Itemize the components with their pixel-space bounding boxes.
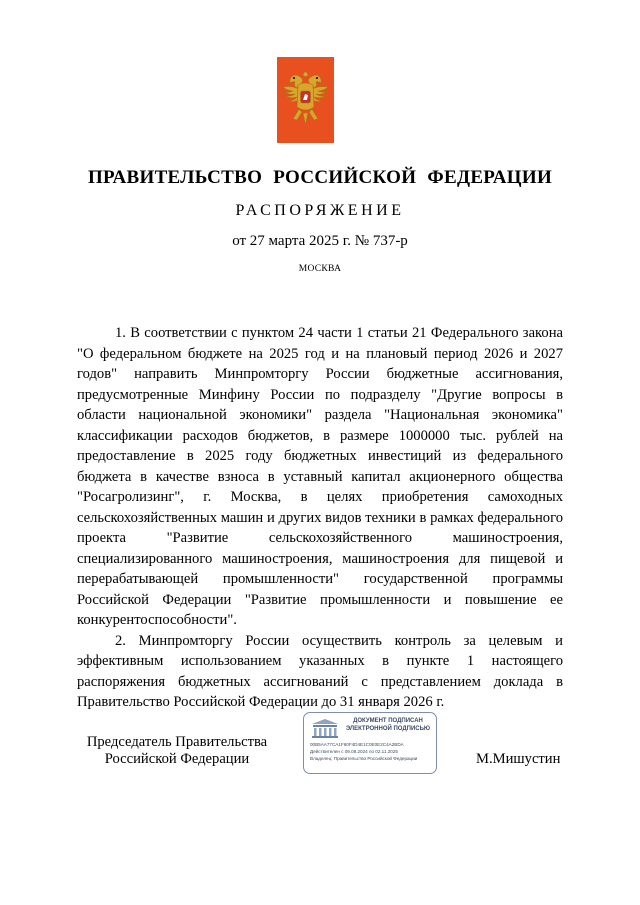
signatory-position-line-2: Российской Федерации [104, 751, 250, 767]
coat-of-arms-icon [277, 57, 334, 143]
document-date-number: от 27 марта 2025 г. № 737-р [232, 233, 408, 249]
government-title: ПРАВИТЕЛЬСТВО РОССИЙСКОЙ ФЕДЕРАЦИИ [87, 167, 553, 188]
stamp-certificate-serial: 00B5AA77CA1F60F4D4E1C0E0E2C4A2BDA [310, 742, 404, 747]
electronic-signature-stamp [303, 712, 437, 774]
document-type: РАСПОРЯЖЕНИЕ [235, 202, 405, 219]
paragraph-2: 2. Минпромторгу России осуществить контроль за целевым и эффективным использованием указанных в пункте 1 настоящего распоряжения бюджетных ассигнований с представлением доклада в Правительство Российской Федерации до 31 января 2026 г. [77, 632, 563, 710]
stamp-validity: Действителен с 09.08.2024 по 02.11.2025 [310, 749, 398, 754]
document-city: МОСКВА [298, 264, 342, 274]
signatory-position [77, 734, 277, 768]
government-building-icon [309, 717, 341, 739]
stamp-title: ДОКУМЕНТ ПОДПИСАН ЭЛЕКТРОННОЙ ПОДПИСЬЮ [345, 718, 431, 732]
signatory-position-line-1: Председатель Правительства [86, 734, 268, 750]
signatory-name: М.Мишустин [476, 751, 561, 767]
document-body [77, 323, 563, 713]
paragraph-1: 1. В соответствии с пунктом 24 части 1 статьи 21 Федерального закона "О федеральном бюджете на 2025 год и на плановый период 2026 и 2027 годов" направить Минпромторгу России бюджетные ассигнования, предусмотренные Минфину России по подразделу "Другие вопросы в области национальной экономики" раздела "Национальная экономика" классификации расходов бюджетов, в размере 1000000 тыс. рублей на предоставление в 2025 году бюджетных инвестиций из федерального бюджета в качестве взноса в уставный капитал акционерного общества "Росагролизинг", г. Москва, в целях приобретения самоходных сельскохозяйственных машин и других видов техники в рамках федерального проекта "Развитие сельскохозяйственного машиностроения, специализированного машиностроения, машиностроения для пищевой и перерабатывающей промышленности" государственной программы Российской Федерации "Развитие промышленности и повышение ее конкурентоспособности". [77, 325, 563, 628]
stamp-owner: Владелец: Правительство Российской Федерации [310, 756, 418, 761]
